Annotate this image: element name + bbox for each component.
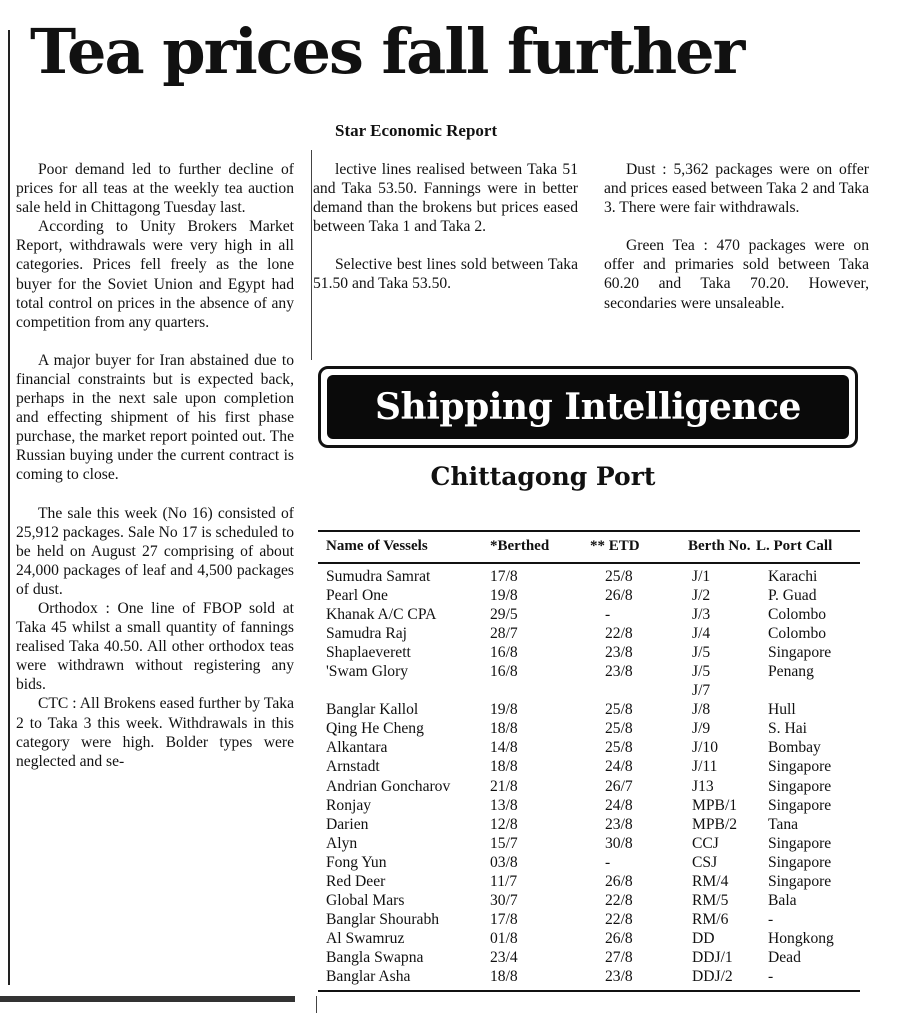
cell-etd: 25/8 — [605, 568, 633, 585]
cell-berth: J/9 — [692, 720, 711, 738]
cell-etd: 26/8 — [605, 587, 633, 605]
cell-etd: 22/8 — [605, 910, 633, 928]
cell-etd: 23/8 — [605, 967, 633, 985]
cell-port: Singapore — [768, 777, 832, 795]
table-row — [318, 568, 860, 587]
cell-berthed: 28/7 — [490, 625, 518, 643]
cell-berth: J/4 — [692, 625, 711, 643]
cell-berth: J/11 — [692, 758, 718, 776]
cell-name: Qing He Cheng — [326, 720, 424, 738]
header-berthed: *Berthed — [490, 538, 550, 554]
cell-berthed: 18/8 — [490, 967, 518, 985]
cell-port: Bombay — [768, 739, 821, 757]
cell-etd: 24/8 — [605, 758, 633, 776]
header-berth: Berth No. — [688, 538, 751, 554]
cell-port: Singapore — [768, 758, 832, 776]
cell-berth: DD — [692, 929, 715, 947]
paragraph: CTC : All Brokens eased further by Taka 2 to Taka 3 this week. Withdrawals in this category were high. Bolder types were neglected and se- — [16, 695, 294, 770]
paragraph: Green Tea : 470 packages were on offer and primaries sold between Taka 60.20 and Taka 70.20. However, secondaries were unsaleable. — [604, 237, 869, 312]
cell-etd: 26/7 — [605, 777, 633, 795]
cell-berth: DDJ/2 — [692, 967, 733, 985]
cell-berthed: 03/8 — [490, 853, 518, 871]
cell-berthed: 13/8 — [490, 796, 518, 814]
cell-berth: J/7 — [692, 682, 711, 700]
cell-berthed: 18/8 — [490, 758, 518, 776]
table-header — [318, 530, 860, 564]
cell-port: Singapore — [768, 644, 832, 662]
table-row — [318, 816, 860, 835]
header-name: Name of Vessels — [326, 538, 428, 554]
table-row — [318, 606, 860, 625]
cell-berth: DDJ/1 — [692, 948, 733, 966]
table-row — [318, 797, 860, 816]
cell-name: Pearl One — [326, 587, 388, 605]
cell-port: P. Guad — [768, 587, 817, 605]
paragraph: Selective best lines sold between Taka 51.50 and Taka 53.50. — [313, 256, 578, 293]
paragraph: The sale this week (No 16) consisted of 25,912 packages. Sale No 17 is scheduled to be held on August 27 comprising of about 24,000 packages of leaf and 4,500 packages of dust. — [16, 504, 294, 598]
cell-berthed: 18/8 — [490, 720, 518, 738]
table-row — [318, 682, 860, 701]
cell-berthed: 21/8 — [490, 777, 518, 795]
cell-name: Khanak A/C CPA — [326, 606, 437, 624]
cell-port: Singapore — [768, 853, 832, 871]
cell-etd: 27/8 — [605, 948, 633, 966]
column-rule-middle — [311, 150, 312, 360]
cell-berthed: 29/5 — [490, 606, 518, 624]
cell-etd: 23/8 — [605, 644, 633, 662]
cell-berth: CSJ — [692, 853, 718, 871]
table-row — [318, 625, 860, 644]
cell-berthed: 17/8 — [490, 910, 518, 928]
shipping-banner — [318, 366, 858, 448]
headline: Tea prices fall further — [30, 15, 744, 88]
cell-name: Banglar Kallol — [326, 701, 419, 719]
banner-title: Shipping Intelligence — [375, 386, 801, 428]
table-row — [318, 911, 860, 930]
paragraph: Dust : 5,362 packages were on offer and prices eased between Taka 2 and Taka 3. There were fair withdrawals. — [604, 161, 869, 217]
cell-name: Andrian Goncharov — [326, 777, 451, 795]
cell-name: 'Swam Glory — [326, 663, 409, 681]
cell-name: Arnstadt — [326, 758, 380, 776]
cell-berth: J/5 — [692, 663, 711, 681]
cell-berth: RM/6 — [692, 910, 729, 928]
cell-berth: RM/5 — [692, 891, 729, 909]
cell-berthed: 30/7 — [490, 891, 518, 909]
paragraph: Orthodox : One line of FBOP sold at Taka 45 whilst a small quantity of fannings realised Taka 40.50. All other orthodox teas were withdrawn without registering any bids. — [16, 599, 294, 694]
cell-berth: MPB/1 — [692, 796, 738, 814]
cell-name: Samudra Raj — [326, 625, 407, 643]
cell-name: Banglar Asha — [326, 967, 411, 985]
cell-name: Sumudra Samrat — [326, 568, 431, 585]
article-column-2 — [313, 160, 578, 294]
cell-berth: J/1 — [692, 568, 711, 585]
header-port: L. Port Call — [756, 538, 833, 554]
cell-berthed: 19/8 — [490, 587, 518, 605]
cell-name: Shaplaeverett — [326, 644, 411, 662]
cell-etd: 24/8 — [605, 796, 633, 814]
table-row — [318, 930, 860, 949]
cell-port: - — [768, 910, 774, 928]
table-row — [318, 873, 860, 892]
cell-etd: - — [605, 606, 611, 624]
table-row — [318, 892, 860, 911]
cell-etd: - — [605, 853, 611, 871]
cell-port: Colombo — [768, 625, 827, 643]
table-row — [318, 758, 860, 777]
cell-port: Singapore — [768, 872, 832, 890]
cell-berthed: 17/8 — [490, 568, 518, 585]
cell-port: Bala — [768, 891, 797, 909]
cell-berthed: 19/8 — [490, 701, 518, 719]
cell-berthed: 11/7 — [490, 872, 518, 890]
table-row — [318, 663, 860, 682]
cell-etd: 23/8 — [605, 663, 633, 681]
table-row — [318, 968, 860, 987]
cell-port: Dead — [768, 948, 801, 966]
cell-etd: 22/8 — [605, 891, 633, 909]
cell-berthed: 16/8 — [490, 644, 518, 662]
table-row — [318, 587, 860, 606]
cell-name: Red Deer — [326, 872, 386, 890]
table-row — [318, 720, 860, 739]
cell-port: S. Hai — [768, 720, 807, 738]
cell-port: Hongkong — [768, 929, 834, 947]
cell-berthed: 12/8 — [490, 815, 518, 833]
cell-berthed: 15/7 — [490, 834, 518, 852]
cell-berthed: 01/8 — [490, 929, 518, 947]
cell-name: Banglar Shourabh — [326, 910, 440, 928]
cell-name: Alyn — [326, 834, 358, 852]
paragraph: A major buyer for Iran abstained due to financial constraints but is expected back, perhaps in the next sale upon completion and effecting shipment of his first phase purchase, the market report pointed out. The Russian buying under the current contract is coming to close. — [16, 351, 294, 484]
paragraph: According to Unity Brokers Market Report, withdrawals were very high in all categories. Prices fell freely as the lone buyer for the Soviet Union and Egypt had total control on prices in the absence of any competition from any quarters. — [16, 218, 294, 331]
table-row — [318, 644, 860, 663]
cell-port: Singapore — [768, 796, 832, 814]
cell-etd: 23/8 — [605, 815, 633, 833]
cell-port: Colombo — [768, 606, 827, 624]
paragraph: lective lines realised between Taka 51 and Taka 53.50. Fannings were in better demand than the brokens but prices eased between Taka 1 and Taka 2. — [313, 161, 578, 236]
cell-berth: J/3 — [692, 606, 711, 624]
byline: Star Economic Report — [335, 121, 498, 140]
cell-port: Tana — [768, 815, 799, 833]
table-row — [318, 778, 860, 797]
bottom-rule-left — [0, 996, 295, 1002]
cell-berthed: 23/4 — [490, 948, 518, 966]
cell-name: Fong Yun — [326, 853, 387, 871]
article-column-1 — [16, 160, 294, 771]
cell-port: Karachi — [768, 568, 818, 585]
cell-berth: J/2 — [692, 587, 711, 605]
cell-berth: J/10 — [692, 739, 718, 757]
cell-port: - — [768, 967, 774, 985]
cell-name: Bangla Swapna — [326, 948, 424, 966]
cell-name: Ronjay — [326, 796, 372, 814]
cell-etd: 25/8 — [605, 701, 633, 719]
cell-berthed: 16/8 — [490, 663, 518, 681]
cell-port: Singapore — [768, 834, 832, 852]
table-bottom-rule — [318, 990, 860, 992]
cell-port: Hull — [768, 701, 796, 719]
cell-berth: J/5 — [692, 644, 711, 662]
cell-port: Penang — [768, 663, 814, 681]
cell-name: Al Swamruz — [326, 929, 405, 947]
cell-berthed: 14/8 — [490, 739, 518, 757]
cell-berth: J13 — [692, 777, 714, 795]
table-row — [318, 854, 860, 873]
cell-name: Global Mars — [326, 891, 405, 909]
cell-etd: 25/8 — [605, 739, 633, 757]
bottom-rule-right — [316, 996, 317, 1013]
vessel-table — [318, 568, 860, 987]
cell-etd: 25/8 — [605, 720, 633, 738]
table-row — [318, 949, 860, 968]
paragraph: Poor demand led to further decline of prices for all teas at the weekly tea auction sale held in Chittagong Tuesday last. — [16, 161, 294, 217]
cell-name: Darien — [326, 815, 369, 833]
table-row — [318, 835, 860, 854]
cell-berth: J/8 — [692, 701, 711, 719]
port-title: Chittagong Port — [430, 462, 656, 491]
article-column-3 — [604, 160, 869, 313]
table-row — [318, 739, 860, 758]
cell-etd: 26/8 — [605, 929, 633, 947]
banner-panel — [327, 375, 849, 439]
table-row — [318, 701, 860, 720]
cell-berth: MPB/2 — [692, 815, 738, 833]
cell-berth: RM/4 — [692, 872, 729, 890]
cell-name: Alkantara — [326, 739, 388, 757]
cell-berth: CCJ — [692, 834, 719, 852]
header-etd: ** ETD — [590, 538, 640, 554]
column-rule-left — [8, 30, 10, 985]
cell-etd: 30/8 — [605, 834, 633, 852]
cell-etd: 22/8 — [605, 625, 633, 643]
cell-etd: 26/8 — [605, 872, 633, 890]
